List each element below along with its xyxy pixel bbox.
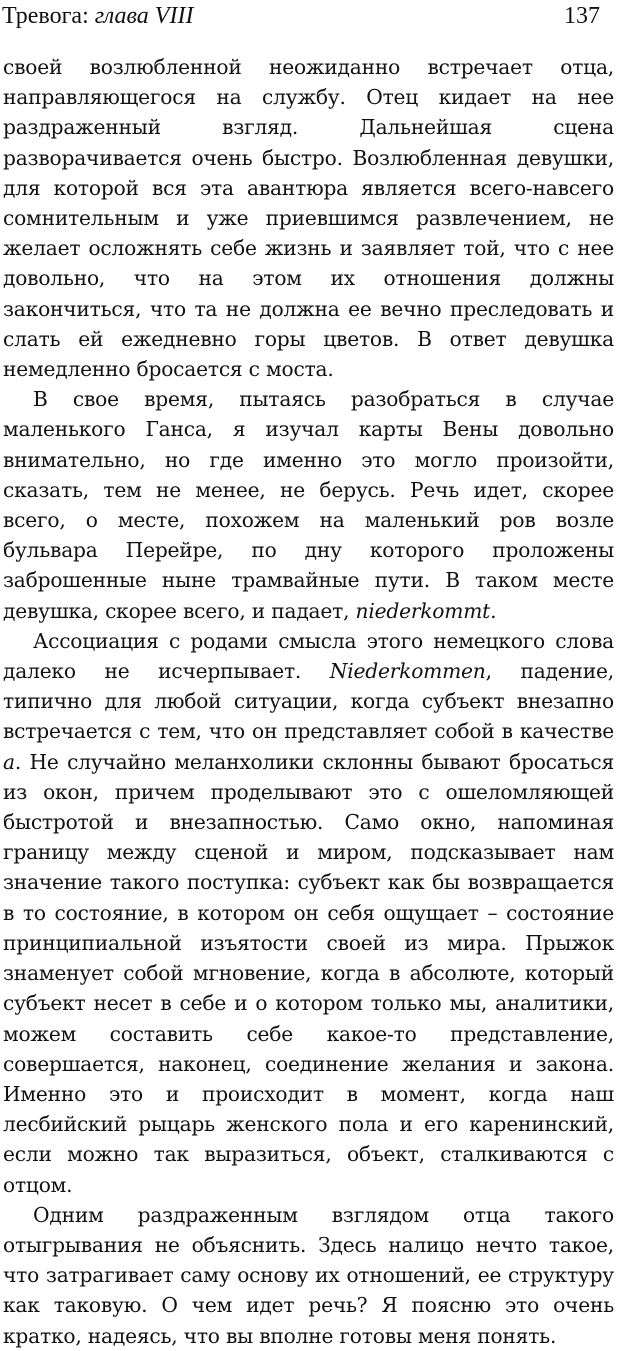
paragraph xyxy=(3,384,614,626)
page-number: 137 xyxy=(564,3,600,29)
body-text xyxy=(3,52,614,1351)
running-header xyxy=(2,2,600,32)
text-run: своей возлюбленной неожиданно встречает отца, направляющегося на службу. Отец кидает на нее раздраженный взгляд. Дальнейшая сцена разворачивается очень быстро. Возлюбленная девушки, для которой вся эта авантюра является всего-навсего сомнительным и уже приевшимся развлечением, не желает осложнять себе жизнь и заявляет той, что с нее довольно, что на этом их отношения должны закончиться, что та не должна ее вечно преследовать и слать ей ежедневно горы цветов. В ответ девушка немедленно бросается с моста. xyxy=(3,55,614,382)
running-title-chapter: глава VIII xyxy=(94,3,194,29)
paragraph xyxy=(3,1200,614,1351)
italic-term: а xyxy=(3,749,15,774)
running-title xyxy=(2,2,193,30)
paragraph xyxy=(3,626,614,1200)
italic-term: Niederkommen xyxy=(329,659,486,684)
italic-term: niederkommt xyxy=(355,598,491,623)
paragraph xyxy=(3,52,614,384)
text-run: Ассоциация с родами смысла этого немецкого слова далеко не исчерпывает. xyxy=(3,628,614,684)
running-title-main: Тревога: xyxy=(2,3,95,29)
text-run: . Не случайно меланхолики склонны бывают бросаться из окон, причем проделывают это с ошеломляющей быстротой и внезапностью. Само окно, напоминая границу между сценой и миром, подсказывает нам значение такого поступка: субъект как бы возвращается в то состояние, в котором он себя ощущает – состояние принципиальной изъятости своей из мира. Прыжок знаменует собой мгновение, когда в абсолюте, который субъект несет в себе и о котором только мы, аналитики, можем составить себе какое-то представление, совершается, наконец, соединение желания и закона. Именно это и происходит в момент, когда наш лесбийский рыцарь женского пола и его каренинский, если можно так выразиться, объект, сталкиваются с отцом. xyxy=(3,749,614,1197)
text-run: , падение, типично для любой ситуации, когда субъект внезапно встречается с тем, что он представляет собой в качестве xyxy=(3,659,614,744)
text-run: В свое время, пытаясь разобраться в случае маленького Ганса, я изучал карты Вены довольно внимательно, но где именно это могло произойти, сказать, тем не менее, не берусь. Речь идет, скорее всего, о месте, похожем на маленький ров возле бульвара Перейре, по дну которого проложены заброшенные ныне трамвайные пути. В таком месте девушка, скорее всего, и падает, xyxy=(3,387,614,623)
text-run: . xyxy=(490,598,497,623)
text-run: Одним раздраженным взглядом отца такого отыгрывания не объяснить. Здесь налицо нечто такое, что затрагивает саму основу их отношений, ее структуру как таковую. О чем идет речь? Я поясню это очень кратко, надеясь, что вы вполне готовы меня понять. xyxy=(3,1202,614,1348)
